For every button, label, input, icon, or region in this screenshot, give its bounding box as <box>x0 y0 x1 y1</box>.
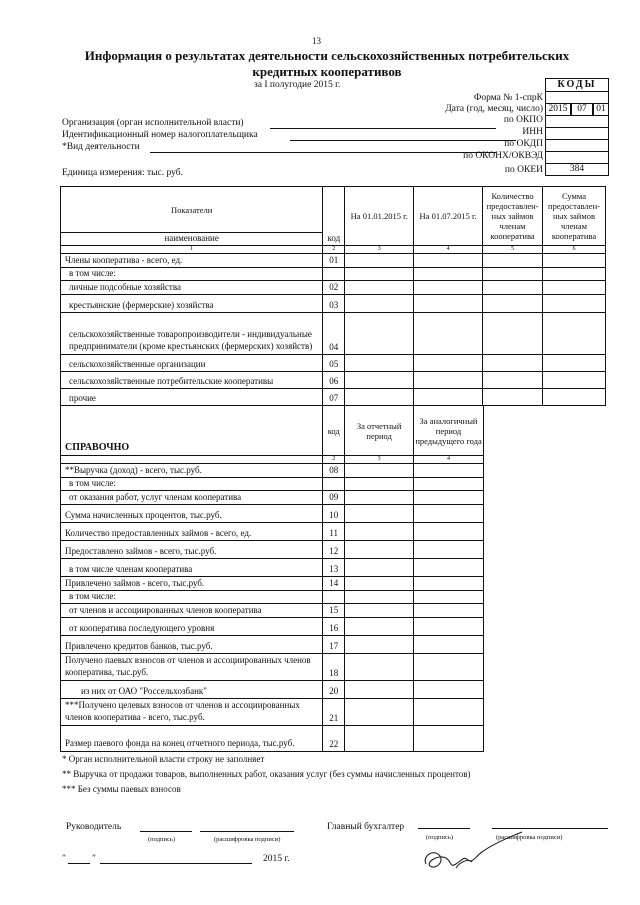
signature-caption: (подпись) <box>426 834 453 841</box>
okei-label: по ОКЕИ <box>504 165 543 175</box>
row-label: из них от ОАО "Россельхозбанк" <box>61 681 323 699</box>
row-code: 10 <box>323 505 345 523</box>
col-num: 2 <box>323 246 345 254</box>
date-year-cell[interactable]: 2015 <box>545 103 571 116</box>
row-label: Сумма начисленных процентов, тыс.руб. <box>61 505 323 523</box>
row-code: 16 <box>323 618 345 636</box>
decoding-caption: (расшифровка подписи) <box>496 834 563 841</box>
row-code: 06 <box>323 372 345 389</box>
page-number: 13 <box>312 36 321 46</box>
table-row <box>61 464 484 478</box>
previous-period-header: За аналогичный период предыдущего года <box>414 406 484 456</box>
decoding-caption: (расшифровка подписи) <box>214 836 281 843</box>
table-row <box>61 355 606 372</box>
table-row <box>61 699 484 726</box>
row-label: в том числе: <box>61 591 323 604</box>
row-label: крестьянские (фермерские) хозяйства <box>61 295 323 313</box>
date-day-line[interactable] <box>68 863 90 864</box>
row-code: 11 <box>323 523 345 541</box>
row-label: в том числе: <box>61 478 323 491</box>
table-row <box>61 505 484 523</box>
table-row <box>61 591 484 604</box>
name-header: наименование <box>61 233 323 246</box>
head-decoding-line[interactable] <box>200 831 294 832</box>
row-code: 13 <box>323 559 345 577</box>
current-period-header: За отчетный период <box>345 406 414 456</box>
table-row <box>61 295 606 313</box>
row-label: Получено паевых взносов от членов и ассоциированных членов кооператива, тыс.руб. <box>61 654 323 681</box>
table-row <box>61 523 484 541</box>
footnote: * Орган исполнительной власти строку не заполняет <box>62 754 265 764</box>
head-signature-line[interactable] <box>140 831 192 832</box>
unit-label: Единица измерения: тыс. руб. <box>62 168 183 178</box>
jan-header: На 01.01.2015 г. <box>345 187 414 246</box>
row-code: 20 <box>323 681 345 699</box>
inn-field[interactable] <box>290 140 516 141</box>
row-code: 18 <box>323 654 345 681</box>
row-code: 01 <box>323 254 345 268</box>
date-day-cell[interactable]: 01 <box>593 103 609 116</box>
okpo-label: по ОКПО <box>503 115 543 125</box>
okdp-label: по ОКДП <box>504 139 543 149</box>
row-label: от кооператива последующего уровня <box>61 618 323 636</box>
table-row <box>61 577 484 591</box>
form-number-label: Форма № 1-спрК <box>473 93 543 103</box>
row-label: сельскохозяйственные организации <box>61 355 323 372</box>
row-label: прочие <box>61 389 323 406</box>
col-num: 4 <box>414 246 483 254</box>
inn-label: ИНН <box>522 127 543 137</box>
row-label: Предоставлено займов - всего, тыс.руб. <box>61 541 323 559</box>
row-label: Количество предоставленных займов - всего, ед. <box>61 523 323 541</box>
table-row <box>61 281 606 295</box>
ref-code-header: код <box>323 406 345 456</box>
footnote: *** Без суммы паевых взносов <box>62 784 181 794</box>
table-row <box>61 604 484 618</box>
row-code: 12 <box>323 541 345 559</box>
row-label: в том числе членам кооператива <box>61 559 323 577</box>
col-num: 2 <box>323 456 345 464</box>
row-label: Размер паевого фонда на конец отчетного периода, тыс.руб. <box>61 726 323 752</box>
row-label: сельскохозяйственные товаропроизводители - индивидуальные предприниматели (кроме крестьянских (фермерских) хозяйств) <box>61 313 323 355</box>
col-num: 4 <box>414 456 484 464</box>
code-header: код <box>323 187 345 246</box>
indicators-header: Показатели <box>61 187 323 233</box>
row-label: Привлечено кредитов банков, тыс.руб. <box>61 636 323 654</box>
date-month-cell[interactable]: 07 <box>571 103 593 116</box>
row-label: личные подсобные хозяйства <box>61 281 323 295</box>
accountant-label: Главный бухгалтер <box>327 822 405 832</box>
activity-field[interactable] <box>150 152 496 153</box>
date-month-line[interactable] <box>100 863 252 864</box>
form-title: Информация о результатах деятельности сельскохозяйственных потребительских кредитных кооперативов <box>84 48 570 79</box>
date-label: Дата (год, месяц, число) <box>445 104 543 114</box>
row-code: 21 <box>323 699 345 726</box>
row-code: 07 <box>323 389 345 406</box>
organization-field[interactable] <box>270 128 496 129</box>
col-num: 5 <box>483 246 543 254</box>
loan-count-header: Количество предоставлен-ных займов членам кооператива <box>483 187 543 246</box>
row-code: 04 <box>323 313 345 355</box>
row-label: в том числе: <box>61 268 323 281</box>
date-quote-open: " <box>62 854 66 864</box>
row-code: 05 <box>323 355 345 372</box>
row-label: ***Получено целевых взносов от членов и ассоциированных членов кооператива - всего, тыс.руб. <box>61 699 323 726</box>
head-label: Руководитель <box>66 822 122 832</box>
organization-label: Организация (орган исполнительной власти) <box>62 118 244 128</box>
row-code: 02 <box>323 281 345 295</box>
footnotes <box>62 752 471 797</box>
row-code: 15 <box>323 604 345 618</box>
table-row <box>61 389 606 406</box>
row-label: **Выручка (доход) - всего, тыс.руб. <box>61 464 323 478</box>
table-row <box>61 636 484 654</box>
table-row <box>61 268 606 281</box>
row-label: Члены кооператива - всего, ед. <box>61 254 323 268</box>
col-num: 1 <box>61 246 323 254</box>
signature-caption: (подпись) <box>148 836 175 843</box>
row-code: 09 <box>323 491 345 505</box>
row-label: от оказания работ, услуг членам кооператива <box>61 491 323 505</box>
date-quote-close: " <box>92 854 96 864</box>
reference-table <box>60 405 484 752</box>
row-label: сельскохозяйственные потребительские кооперативы <box>61 372 323 389</box>
table-row <box>61 559 484 577</box>
table-row <box>61 618 484 636</box>
table-row <box>61 313 606 355</box>
codes-header: КОДЫ <box>545 78 609 92</box>
col-num: 3 <box>345 456 414 464</box>
table-row <box>61 478 484 491</box>
row-code: 08 <box>323 464 345 478</box>
table-row <box>61 254 606 268</box>
row-code: 22 <box>323 726 345 752</box>
table-row <box>61 541 484 559</box>
members-table <box>60 186 606 406</box>
okei-box: 384 <box>545 163 609 176</box>
table-row <box>61 726 484 752</box>
handwritten-signature <box>412 826 532 878</box>
row-code: 14 <box>323 577 345 591</box>
row-code: 03 <box>323 295 345 313</box>
inn-id-label: Идентификационный номер налогоплательщика <box>62 130 258 140</box>
report-period: за I полугодие 2015 г. <box>254 80 341 90</box>
activity-label: *Вид деятельности <box>62 142 140 152</box>
jul-header: На 01.07.2015 г. <box>414 187 483 246</box>
signature-date-year: 2015 г. <box>263 854 290 864</box>
table-row <box>61 681 484 699</box>
table-row <box>61 654 484 681</box>
reference-heading: СПРАВОЧНО <box>61 406 323 456</box>
row-code: 17 <box>323 636 345 654</box>
footnote: ** Выручка от продажи товаров, выполненных работ, оказания услуг (без суммы начисленных процентов) <box>62 769 471 779</box>
table-row <box>61 491 484 505</box>
okonh-label: по ОКОНХ/ОКВЭД <box>463 151 543 161</box>
col-num: 3 <box>345 246 414 254</box>
table-row <box>61 372 606 389</box>
loan-sum-header: Сумма предоставлен-ных займов членам кооператива <box>543 187 606 246</box>
row-label: Привлечено займов - всего, тыс.руб. <box>61 577 323 591</box>
col-num: 6 <box>543 246 606 254</box>
row-label: от членов и ассоциированных членов кооператива <box>61 604 323 618</box>
